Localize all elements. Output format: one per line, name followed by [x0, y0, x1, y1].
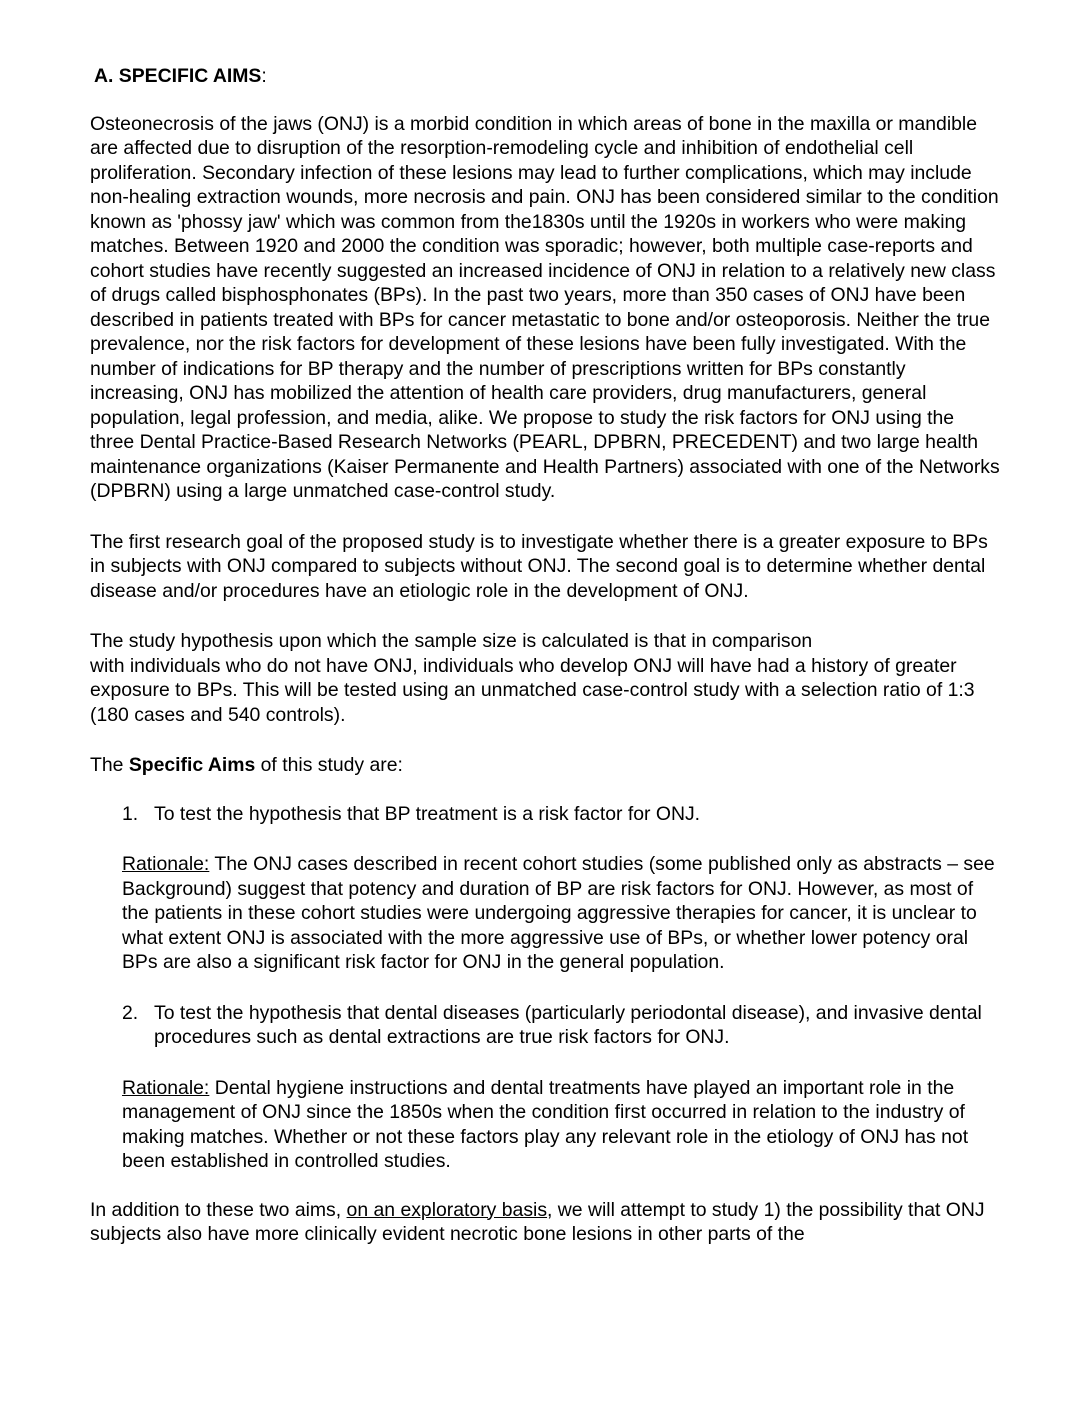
aim-item-1	[122, 802, 1002, 827]
aim-text: To test the hypothesis that BP treatment is a risk factor for ONJ.	[154, 802, 701, 825]
hypothesis-rest: with individuals who do not have ONJ, individuals who develop ONJ will have had a history of greater exposure to BPs. This will be tested using an unmatched case-control study with a selection ratio of 1:3 (180 cases and 540 controls).	[90, 654, 975, 726]
aim-text: To test the hypothesis that dental diseases (particularly periodontal disease), and invasive dental procedures such as dental extractions are true risk factors for ONJ.	[154, 1001, 982, 1048]
section-heading-label: A. SPECIFIC AIMS	[94, 65, 262, 87]
exploratory-basis-text: on an exploratory basis	[346, 1198, 548, 1221]
section-heading	[94, 64, 1002, 89]
hypothesis-paragraph	[90, 629, 1002, 727]
rationale-label: Rationale:	[122, 853, 210, 875]
aims-intro-prefix: The	[90, 754, 129, 776]
document-body	[90, 64, 1002, 1247]
closing-prefix: In addition to these two aims,	[90, 1198, 347, 1221]
closing-paragraph	[90, 1198, 1002, 1247]
section-heading-colon: :	[261, 65, 267, 87]
aim-number: 2.	[122, 1001, 139, 1024]
aims-intro-suffix: of this study are:	[255, 754, 403, 776]
goals-paragraph: The first research goal of the proposed study is to investigate whether there is a greater exposure to BPs in subjects with ONJ compared to subjects without ONJ. The second goal is to determine whether dental disease and/or procedures have an etiologic role in the development of ONJ.	[90, 530, 988, 602]
rationale-text: The ONJ cases described in recent cohort studies (some published only as abstracts – see Background) suggest that potency and duration of BP are risk factors for ONJ. However, as most of the patients in these cohort studies were undergoing aggressive therapies for cancer, it is unclear to what extent ONJ is associated with the more aggressive use of BPs, or whether lower potency oral BPs are also a significant risk factor for ONJ in the general population.	[122, 853, 995, 973]
intro-paragraph: Osteonecrosis of the jaws (ONJ) is a morbid condition in which areas of bone in the maxilla or mandible are affected due to disruption of the resorption-remodeling cycle and inhibition of endothelial cell proliferation. Secondary infection of these lesions may lead to further complications, which may include non-healing extraction wounds, more necrosis and pain. ONJ has been considered similar to the condition known as 'phossy jaw' which was common from the1830s until the 1920s in workers who were making matches. Between 1920 and 2000 the condition was sporadic; however, both multiple case-reports and cohort studies have recently suggested an increased incidence of ONJ in relation to a relatively new class of drugs called bisphosphonates (BPs). In the past two years, more than 350 cases of ONJ have been described in patients treated with BPs for cancer metastatic to bone and/or osteoporosis. Neither the true prevalence, nor the risk factors for development of these lesions have been fully investigated. With the number of indications for BP therapy and the number of prescriptions written for BPs constantly increasing, ONJ has mobilized the attention of health care providers, drug manufacturers, general population, legal profession, and media, alike. We propose to study the risk factors for ONJ using the three Dental Practice-Based Research Networks (PEARL, DPBRN, PRECEDENT) and two large health maintenance organizations (Kaiser Permanente and Health Partners) associated with one of the Networks (DPBRN) using a large unmatched case-control study.	[90, 112, 1000, 502]
aim-2-rationale	[90, 1076, 1002, 1174]
rationale-label: Rationale:	[122, 1076, 210, 1099]
aims-intro-paragraph	[90, 753, 1002, 778]
closing-suffix: , we will attempt to study 1) the possibility that ONJ subjects also have more clinically evident necrotic bone lesions in other parts of the	[90, 1198, 985, 1245]
aim-item-2	[122, 1001, 1002, 1050]
aim-1-rationale	[90, 852, 1002, 975]
hypothesis-line-1: The study hypothesis upon which the sample size is calculated is that in comparison	[90, 630, 813, 652]
aim-number: 1.	[122, 802, 139, 825]
rationale-text: Dental hygiene instructions and dental treatments have played an important role in the management of ONJ since the 1850s when the condition first occurred in relation to the industry of making matches. Whether or not these factors play any relevant role in the etiology of ONJ has not been established in controlled studies.	[122, 1076, 969, 1172]
aims-intro-bold: Specific Aims	[128, 754, 256, 776]
